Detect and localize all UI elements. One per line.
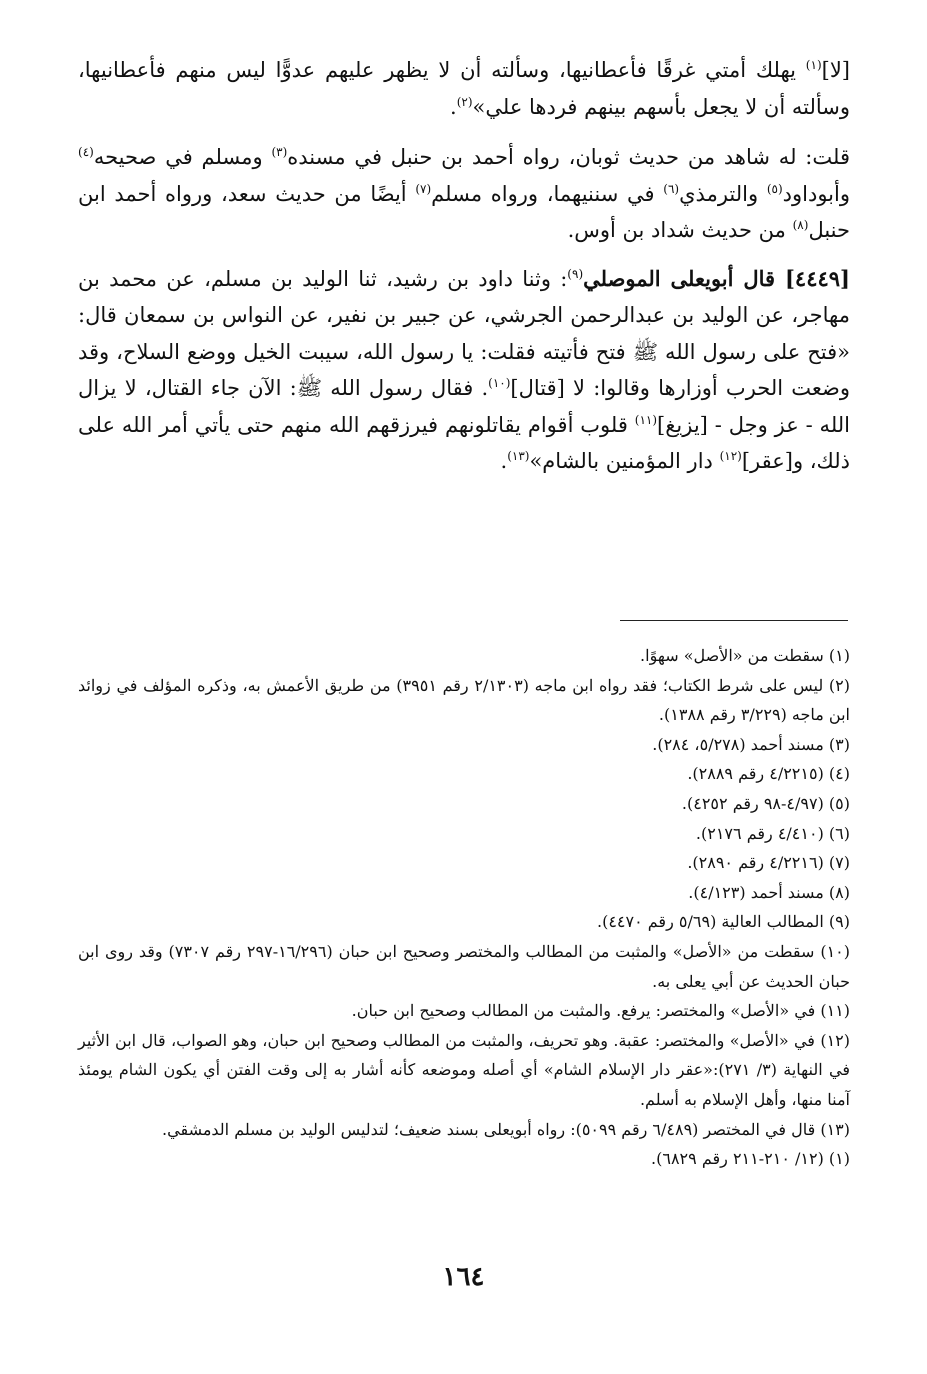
footnote-separator xyxy=(620,620,848,621)
footnote-ref[interactable]: (١٣) xyxy=(507,449,530,463)
paragraph-commentary xyxy=(78,139,850,249)
footnote-ref[interactable]: (٧) xyxy=(415,181,432,196)
text-run: . فقال رسول الله ﷺ: الآن جاء القتال، لا يزال الله - عز وجل - [يزيغ] xyxy=(78,376,851,437)
footnote-ref[interactable]: (٢) xyxy=(456,94,473,109)
footnote-ref[interactable]: (٦) xyxy=(663,181,680,196)
footnote-9: (٩) المطالب العالية (٥/٦٩ رقم ٤٤٧٠). xyxy=(596,912,850,932)
footnote-1: (١) سقطت من «الأصل» سهوًا. xyxy=(640,646,850,665)
text-run: وأبوداود xyxy=(782,181,851,206)
footnote-next-page-1: (١) (١٢/ ٢١٠-٢١١ رقم ٦٨٢٩). xyxy=(651,1149,850,1169)
text-run: [لا] xyxy=(821,58,850,82)
footnote-3: (٣) مسند أحمد (٥/٢٧٨، ٢٨٤). xyxy=(652,734,850,754)
footnote-7: (٧) (٤/٢٢١٦ رقم ٢٨٩٠). xyxy=(687,853,850,873)
text-run: . xyxy=(450,94,457,119)
paragraph-hadith-end xyxy=(78,52,850,125)
footnote-ref[interactable]: (١١) xyxy=(634,412,658,427)
footnote-6: (٦) (٤/٤١٠ رقم ٢١٧٦). xyxy=(695,823,850,843)
text-run: : وثنا داود بن رشيد، ثنا الوليد بن مسلم، عن محمد بن مهاجر، عن الوليد بن عبدالرحمن الجرشي، عن جبير بن نفير، عن النواس بن سمعان قال: «فتح على رسول الله ﷺ فتح فأتيته فقلت: يا رسول الله، سيبت الخيل ووضع السلاح، وقد وضعت الحرب أوزارها وقالوا: لا [قتال] xyxy=(78,266,850,400)
text-run: من حديث شداد بن أوس. xyxy=(567,218,793,242)
text-run: يهلك أمتي غرقًا فأعطانيها، وسألته أن لا يظهر عليهم عدوًّا ليس منهم فأعطانيها، وسألته أن لا يجعل بأسهم بينهم فردها علي» xyxy=(78,58,850,119)
text-run: أيضًا من حديث سعد، ورواه أحمد ابن حنبل xyxy=(78,181,850,242)
text-run: دار المؤمنين بالشام» xyxy=(529,449,720,473)
footnote-4: (٤) (٤/٢٢١٥ رقم ٢٨٨٩). xyxy=(687,764,850,784)
footnote-10: (١٠) سقطت من «الأصل» والمثبت من المطالب والمختصر وصحيح ابن حبان (١٦/٢٩٦-٢٩٧ رقم ٧٣٠٧) وقد روى ابن حبان الحديث عن أبي يعلى به. xyxy=(78,941,851,991)
footnote-ref[interactable]: (٨) xyxy=(792,218,809,232)
text-run: قلوب أقوام يقاتلونهم فيرزقهم الله منهم حتى يأتي أمر الله على ذلك، و[عقر] xyxy=(78,412,850,473)
text-run: ومسلم في صحيحه xyxy=(93,145,272,169)
footnote-ref[interactable]: (٤) xyxy=(78,145,94,159)
footnote-2: (٢) ليس على شرط الكتاب؛ فقد رواه ابن ماجه (٢/١٣٠٣ رقم ٣٩٥١) من طريق الأعمش به، وذكره المؤلف في زوائد ابن ماجه (٣/٢٢٩ رقم ١٣٨٨). xyxy=(78,675,851,725)
hadith-heading: [٤٤٤٩] قال أبويعلى الموصلي xyxy=(583,265,850,291)
text-run: في سننيهما، ورواه مسلم xyxy=(431,181,664,206)
text-run: والترمذي xyxy=(679,181,767,206)
footnote-ref[interactable]: (٩) xyxy=(567,266,584,281)
footnotes-section xyxy=(78,641,850,1174)
footnote-12: (١٢) في «الأصل» والمختصر: عقبة. وهو تحريف، والمثبت من المطالب وصحيح ابن حبان، وهو الصواب، قال ابن الأثير في النهاية (٣/ ٢٧١):«عقر دار الإسلام الشام» أي أصله وموضعه كأنه أشار به إلى وقت الفتن أي يكون الشام يومئذ آمنا منها، وأهل الإسلام به أسلم. xyxy=(78,1030,851,1109)
footnote-11: (١١) في «الأصل» والمختصر: يرفع. والمثبت من المطالب وصحيح ابن حبان. xyxy=(351,1001,850,1021)
main-text-block xyxy=(78,52,850,492)
footnote-13: (١٣) قال في المختصر (٦/٤٨٩ رقم ٥٠٩٩): رواه أبويعلى بسند ضعيف؛ لتدليس الوليد بن مسلم الدمشقي. xyxy=(162,1119,850,1139)
text-run: . xyxy=(500,449,508,473)
footnote-ref[interactable]: (١٢) xyxy=(719,449,742,463)
footnote-ref[interactable]: (١٠) xyxy=(488,376,511,390)
footnote-ref[interactable]: (٥) xyxy=(766,181,783,196)
footnote-ref[interactable]: (١) xyxy=(805,58,822,72)
footnote-ref[interactable]: (٣) xyxy=(271,145,288,159)
paragraph-hadith-4449 xyxy=(78,261,850,480)
page-number: ١٦٤ xyxy=(442,1262,485,1292)
footnote-5: (٥) (٤/٩٧-٩٨ رقم ٤٢٥٢). xyxy=(681,793,850,813)
text-run: قلت: له شاهد من حديث ثوبان، رواه أحمد بن حنبل في مسنده xyxy=(287,145,850,169)
footnote-8: (٨) مسند أحمد (٤/١٢٣). xyxy=(688,882,850,902)
